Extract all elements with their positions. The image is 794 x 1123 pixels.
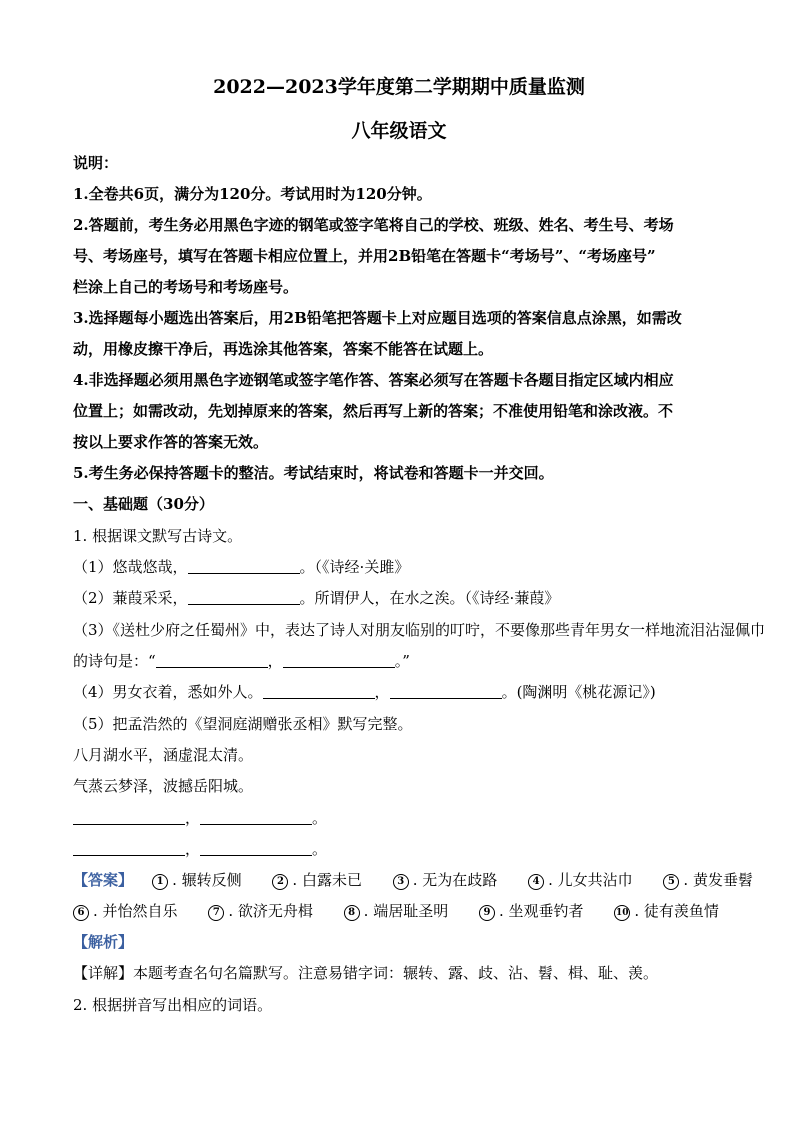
exam-title: 2022—2023学年度第二学期期中质量监测	[213, 76, 585, 98]
poem-blank-line-1	[73, 807, 327, 828]
question-1: 1. 根据课文默写古诗文。	[73, 527, 243, 545]
circled-number: 6	[73, 905, 89, 921]
answer-text: . 端居耻圣明	[363, 902, 449, 920]
answer-blank[interactable]	[200, 841, 312, 856]
question-1-2	[73, 587, 559, 608]
analysis-tag: 【解析】	[73, 933, 134, 951]
circled-number: 10	[614, 905, 630, 921]
separator: ，	[374, 683, 390, 701]
answer-item	[272, 869, 362, 890]
poem-blank-line-2	[73, 838, 327, 859]
period: 。	[312, 809, 328, 827]
separator: ，	[185, 809, 201, 827]
section-heading: 一、基础题（30分）	[73, 495, 214, 513]
answer-text: . 徒有羡鱼情	[634, 902, 719, 920]
answer-blank[interactable]	[73, 810, 185, 825]
exam-subtitle: 八年级语文	[351, 120, 447, 142]
answer-row-1	[73, 869, 753, 890]
answer-tag: 【答案】	[73, 871, 134, 889]
q1-4-source: 。(陶渊明《桃花源记》)	[501, 683, 656, 701]
q1-2-prompt: （2）蒹葭采采，	[73, 589, 188, 607]
question-2: 2. 根据拼音写出相应的词语。	[73, 996, 273, 1014]
answer-item	[152, 869, 242, 890]
answer-item	[73, 900, 178, 921]
answer-blank[interactable]	[200, 810, 312, 825]
note-4a: 4.非选择题必须用黑色字迹钢笔或签字笔作答、答案必须写在答题卡各题目指定区域内相应	[73, 371, 674, 389]
separator: ，	[267, 652, 283, 670]
answer-item	[208, 900, 313, 921]
circled-number: 1	[152, 874, 168, 890]
answer-item	[393, 869, 498, 890]
question-1-3-blanks	[73, 650, 410, 671]
answer-item	[344, 900, 449, 921]
note-4c: 按以上要求作答的答案无效。	[73, 433, 269, 451]
answer-text: . 欲济无舟楫	[228, 902, 313, 920]
answer-item	[528, 869, 633, 890]
note-2c: 栏涂上自己的考场号和考场座号。	[73, 278, 299, 296]
q1-3-end: 。”	[394, 652, 410, 670]
answer-item	[663, 869, 753, 890]
note-5: 5.考生务必保持答题卡的整洁。考试结束时，将试卷和答题卡一并交回。	[73, 464, 554, 482]
answer-blank[interactable]	[263, 684, 375, 699]
answer-blank[interactable]	[73, 841, 185, 856]
note-1: 1.全卷共6页，满分为120分。考试用时为120分钟。	[73, 185, 432, 203]
answer-text: . 无为在歧路	[412, 871, 498, 889]
answer-text: . 儿女共沾巾	[548, 871, 633, 889]
period: 。	[312, 840, 328, 858]
note-3b: 动，用橡皮擦干净后，再选涂其他答案，答案不能答在试题上。	[73, 340, 494, 358]
answer-blank[interactable]	[390, 684, 502, 699]
question-1-3: （3）《送杜少府之任蜀州》中，表达了诗人对朋友临别的叮咛，不要像那些青年男女一样地流泪沾湿佩巾	[73, 621, 766, 639]
q1-1-source: 。（《诗经·关雎》	[299, 558, 410, 576]
answer-item	[614, 900, 719, 921]
circled-number: 3	[393, 874, 409, 890]
answer-text: . 白露未已	[292, 871, 362, 889]
answer-text: . 辗转反侧	[172, 871, 242, 889]
circled-number: 4	[528, 874, 544, 890]
notes-heading: 说明：	[73, 154, 119, 172]
circled-number: 2	[272, 874, 288, 890]
answer-blank[interactable]	[188, 559, 300, 574]
answer-blank[interactable]	[156, 653, 268, 668]
q1-3-lead: 的诗句是：“	[73, 652, 156, 670]
answer-blank[interactable]	[283, 653, 395, 668]
answer-row-2	[73, 900, 745, 921]
note-4b: 位置上；如需改动，先划掉原来的答案，然后再写上新的答案；不准使用铅笔和涂改液。不	[73, 402, 674, 420]
question-1-5: （5）把孟浩然的《望洞庭湖赠张丞相》默写完整。	[73, 715, 413, 733]
circled-number: 8	[344, 905, 360, 921]
analysis-detail: 【详解】本题考查名句名篇默写。注意易错字词：辗转、露、歧、沾、髫、楫、耻、羡。	[73, 964, 659, 982]
poem-line-1: 八月湖水平，涵虚混太清。	[73, 746, 254, 764]
q1-2-source: 。所谓伊人，在水之涘。（《诗经·蒹葭》	[299, 589, 560, 607]
answer-item	[479, 900, 584, 921]
question-1-4	[73, 681, 656, 702]
answer-text: . 坐观垂钓者	[498, 902, 584, 920]
answer-text: . 并怡然自乐	[93, 902, 178, 920]
q1-4-prompt: （4）男女衣着，悉如外人。	[73, 683, 263, 701]
q1-1-prompt: （1）悠哉悠哉，	[73, 558, 188, 576]
answer-blank[interactable]	[188, 590, 300, 605]
note-3a: 3.选择题每小题选出答案后，用2B铅笔把答题卡上对应题目选项的答案信息点涂黑，如需改	[73, 309, 682, 327]
question-1-1	[73, 556, 409, 577]
poem-line-2: 气蒸云梦泽，波撼岳阳城。	[73, 777, 254, 795]
answer-text: . 黄发垂髫	[683, 871, 753, 889]
separator: ，	[185, 840, 201, 858]
circled-number: 9	[479, 905, 495, 921]
circled-number: 5	[663, 874, 679, 890]
note-2b: 号、考场座号，填写在答题卡相应位置上，并用2B铅笔在答题卡“考场号”、“考场座号”	[73, 247, 656, 265]
circled-number: 7	[208, 905, 224, 921]
note-2a: 2.答题前，考生务必用黑色字迹的钢笔或签字笔将自己的学校、班级、姓名、考生号、考场	[73, 216, 674, 234]
